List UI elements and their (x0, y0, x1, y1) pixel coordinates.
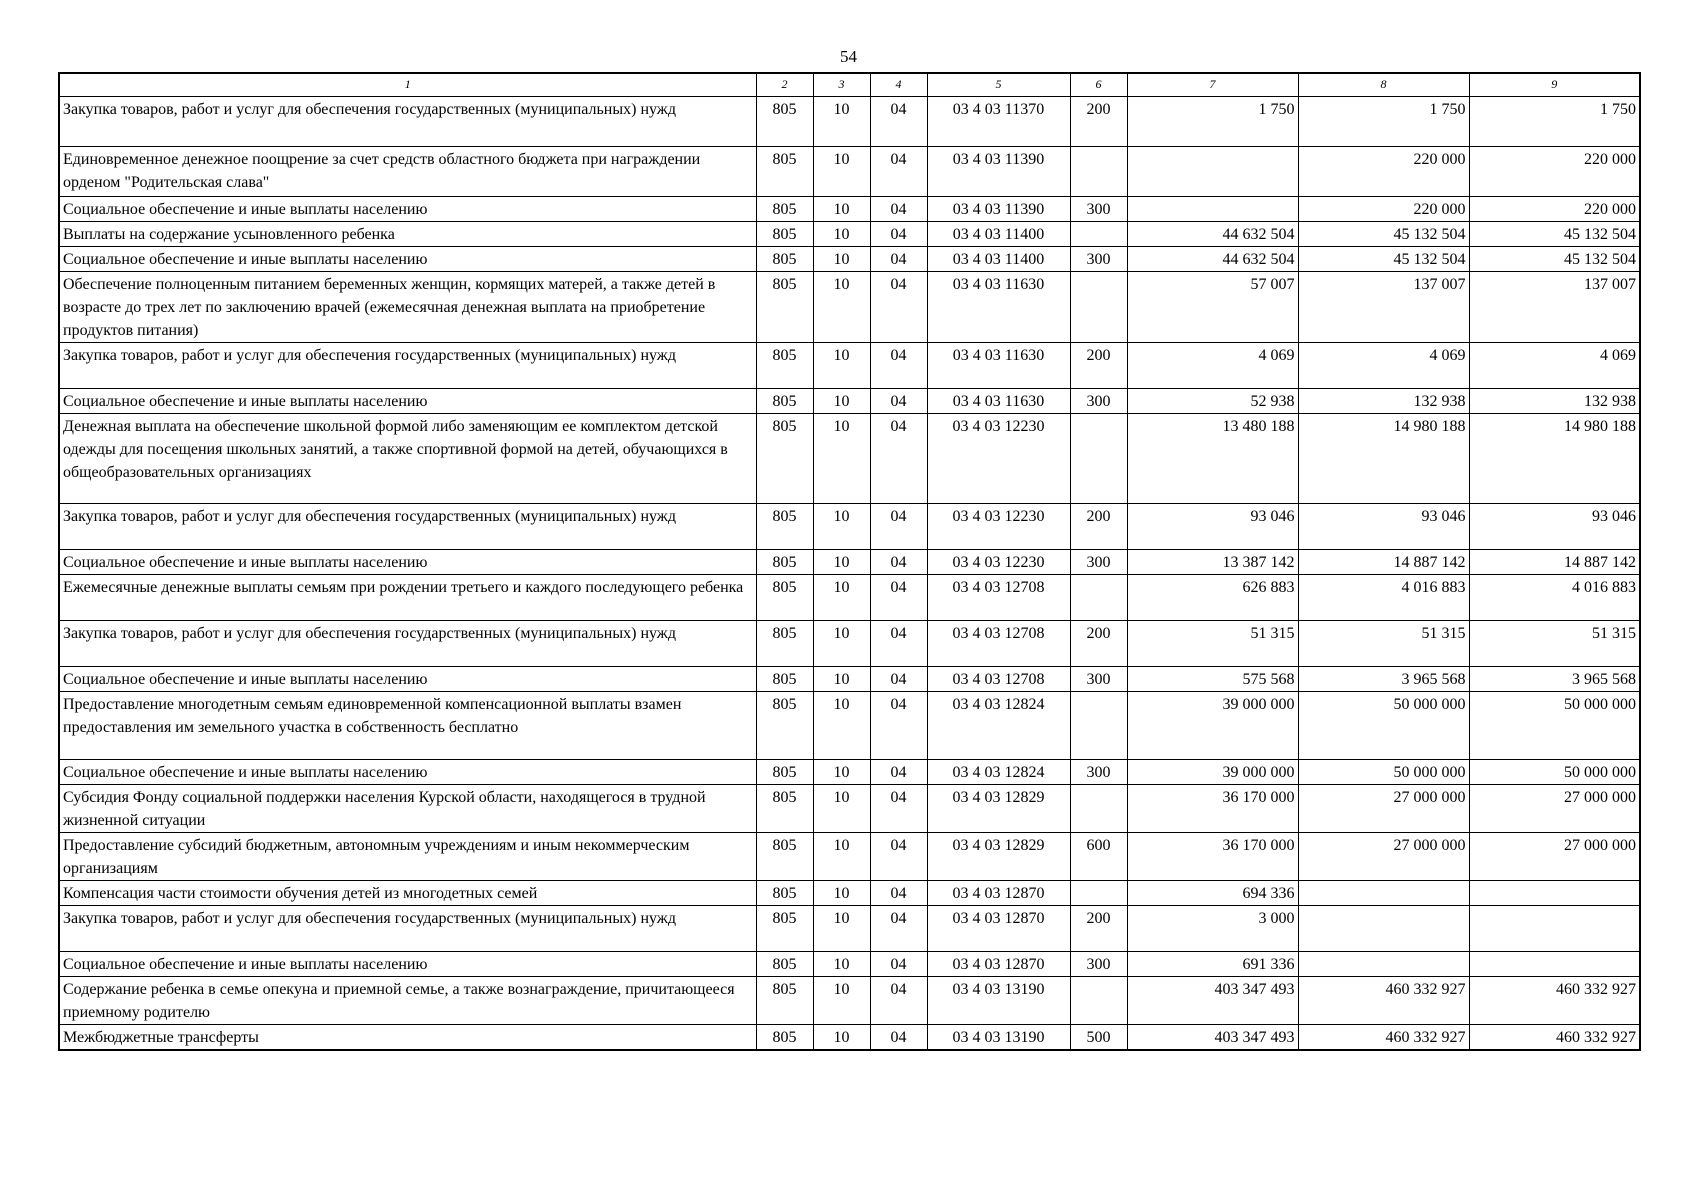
subsection-code: 04 (870, 504, 927, 550)
amount-col-8: 460 332 927 (1298, 1025, 1469, 1051)
amount-col-8 (1298, 906, 1469, 952)
chapter-code: 805 (756, 414, 813, 504)
chapter-code: 805 (756, 667, 813, 692)
expense-type-code (1070, 147, 1127, 197)
target-article-code: 03 4 03 11400 (927, 247, 1070, 272)
chapter-code: 805 (756, 97, 813, 147)
chapter-code: 805 (756, 197, 813, 222)
expense-type-code (1070, 414, 1127, 504)
subsection-code: 04 (870, 760, 927, 785)
target-article-code: 03 4 03 13190 (927, 977, 1070, 1025)
table-row (59, 621, 1640, 667)
expense-type-code: 300 (1070, 247, 1127, 272)
amount-col-8: 45 132 504 (1298, 222, 1469, 247)
item-name: Социальное обеспечение и иные выплаты населению (59, 760, 756, 785)
subsection-code: 04 (870, 414, 927, 504)
table-row (59, 692, 1640, 760)
amount-col-8: 132 938 (1298, 389, 1469, 414)
amount-col-7: 4 069 (1127, 343, 1298, 389)
target-article-code: 03 4 03 12824 (927, 692, 1070, 760)
amount-col-7: 3 000 (1127, 906, 1298, 952)
column-header: 5 (927, 73, 1070, 97)
expense-type-code (1070, 575, 1127, 621)
amount-col-8: 14 887 142 (1298, 550, 1469, 575)
table-row (59, 247, 1640, 272)
item-name: Закупка товаров, работ и услуг для обеспечения государственных (муниципальных) нужд (59, 621, 756, 667)
amount-col-9: 132 938 (1469, 389, 1640, 414)
amount-col-7: 51 315 (1127, 621, 1298, 667)
expense-type-code: 200 (1070, 343, 1127, 389)
table-row (59, 881, 1640, 906)
table-row (59, 389, 1640, 414)
item-name: Закупка товаров, работ и услуг для обеспечения государственных (муниципальных) нужд (59, 343, 756, 389)
item-name: Единовременное денежное поощрение за счет средств областного бюджета при награждении орденом "Родительская слава" (59, 147, 756, 197)
column-header: 1 (59, 73, 756, 97)
expense-type-code: 200 (1070, 97, 1127, 147)
chapter-code: 805 (756, 977, 813, 1025)
table-row (59, 197, 1640, 222)
chapter-code: 805 (756, 272, 813, 343)
amount-col-9: 27 000 000 (1469, 785, 1640, 833)
subsection-code: 04 (870, 692, 927, 760)
table-row (59, 414, 1640, 504)
section-code: 10 (813, 247, 870, 272)
subsection-code: 04 (870, 197, 927, 222)
amount-col-9: 3 965 568 (1469, 667, 1640, 692)
section-code: 10 (813, 504, 870, 550)
chapter-code: 805 (756, 785, 813, 833)
chapter-code: 805 (756, 550, 813, 575)
item-name: Денежная выплата на обеспечение школьной формой либо заменяющим ее комплектом детской одежды для посещения школьных занятий, а также спортивной формой на детей, обучающихся в общеобразовательных организациях (59, 414, 756, 504)
amount-col-7: 57 007 (1127, 272, 1298, 343)
amount-col-7: 1 750 (1127, 97, 1298, 147)
amount-col-8: 460 332 927 (1298, 977, 1469, 1025)
table-row (59, 504, 1640, 550)
amount-col-7: 36 170 000 (1127, 833, 1298, 881)
amount-col-8: 4 016 883 (1298, 575, 1469, 621)
amount-col-8: 93 046 (1298, 504, 1469, 550)
section-code: 10 (813, 977, 870, 1025)
table-row (59, 1025, 1640, 1051)
amount-col-8: 3 965 568 (1298, 667, 1469, 692)
expense-type-code (1070, 692, 1127, 760)
amount-col-7: 403 347 493 (1127, 977, 1298, 1025)
amount-col-9: 50 000 000 (1469, 760, 1640, 785)
section-code: 10 (813, 1025, 870, 1051)
item-name: Закупка товаров, работ и услуг для обеспечения государственных (муниципальных) нужд (59, 504, 756, 550)
table-row (59, 785, 1640, 833)
table-row (59, 147, 1640, 197)
chapter-code: 805 (756, 692, 813, 760)
amount-col-9: 4 069 (1469, 343, 1640, 389)
target-article-code: 03 4 03 11390 (927, 197, 1070, 222)
amount-col-9: 4 016 883 (1469, 575, 1640, 621)
section-code: 10 (813, 667, 870, 692)
chapter-code: 805 (756, 147, 813, 197)
amount-col-7: 13 387 142 (1127, 550, 1298, 575)
amount-col-9: 460 332 927 (1469, 977, 1640, 1025)
target-article-code: 03 4 03 12708 (927, 621, 1070, 667)
amount-col-7: 39 000 000 (1127, 692, 1298, 760)
amount-col-9: 220 000 (1469, 197, 1640, 222)
amount-col-9: 51 315 (1469, 621, 1640, 667)
page-number: 54 (840, 47, 857, 66)
table-row (59, 977, 1640, 1025)
item-name: Закупка товаров, работ и услуг для обеспечения государственных (муниципальных) нужд (59, 906, 756, 952)
amount-col-9: 14 887 142 (1469, 550, 1640, 575)
subsection-code: 04 (870, 97, 927, 147)
item-name: Содержание ребенка в семье опекуна и приемной семье, а также вознаграждение, причитающееся приемному родителю (59, 977, 756, 1025)
target-article-code: 03 4 03 12708 (927, 667, 1070, 692)
chapter-code: 805 (756, 621, 813, 667)
amount-col-8: 51 315 (1298, 621, 1469, 667)
target-article-code: 03 4 03 12870 (927, 906, 1070, 952)
table-row (59, 575, 1640, 621)
amount-col-9: 220 000 (1469, 147, 1640, 197)
amount-col-9 (1469, 906, 1640, 952)
expense-type-code: 200 (1070, 504, 1127, 550)
section-code: 10 (813, 833, 870, 881)
section-code: 10 (813, 389, 870, 414)
amount-col-7: 13 480 188 (1127, 414, 1298, 504)
subsection-code: 04 (870, 977, 927, 1025)
table-row (59, 343, 1640, 389)
chapter-code: 805 (756, 504, 813, 550)
expense-type-code (1070, 977, 1127, 1025)
target-article-code: 03 4 03 11370 (927, 97, 1070, 147)
amount-col-8: 50 000 000 (1298, 692, 1469, 760)
table-body (59, 97, 1640, 1051)
target-article-code: 03 4 03 11390 (927, 147, 1070, 197)
amount-col-7 (1127, 147, 1298, 197)
target-article-code: 03 4 03 11400 (927, 222, 1070, 247)
column-header: 8 (1298, 73, 1469, 97)
subsection-code: 04 (870, 906, 927, 952)
amount-col-9: 45 132 504 (1469, 222, 1640, 247)
amount-col-8: 220 000 (1298, 197, 1469, 222)
item-name: Социальное обеспечение и иные выплаты населению (59, 550, 756, 575)
chapter-code: 805 (756, 833, 813, 881)
chapter-code: 805 (756, 222, 813, 247)
subsection-code: 04 (870, 272, 927, 343)
column-header: 7 (1127, 73, 1298, 97)
subsection-code: 04 (870, 550, 927, 575)
expense-type-code: 300 (1070, 952, 1127, 977)
item-name: Межбюджетные трансферты (59, 1025, 756, 1051)
item-name: Предоставление субсидий бюджетным, автономным учреждениям и иным некоммерческим организациям (59, 833, 756, 881)
item-name: Социальное обеспечение и иные выплаты населению (59, 197, 756, 222)
item-name: Ежемесячные денежные выплаты семьям при рождении третьего и каждого последующего ребенка (59, 575, 756, 621)
chapter-code: 805 (756, 952, 813, 977)
expense-type-code: 300 (1070, 760, 1127, 785)
table-row (59, 550, 1640, 575)
subsection-code: 04 (870, 343, 927, 389)
target-article-code: 03 4 03 12829 (927, 833, 1070, 881)
amount-col-8 (1298, 952, 1469, 977)
budget-table (58, 72, 1641, 1051)
item-name: Социальное обеспечение и иные выплаты населению (59, 952, 756, 977)
expense-type-code (1070, 785, 1127, 833)
amount-col-7: 44 632 504 (1127, 222, 1298, 247)
item-name: Предоставление многодетным семьям единовременной компенсационной выплаты взамен предоставления им земельного участка в собственность бесплатно (59, 692, 756, 760)
expense-type-code: 300 (1070, 550, 1127, 575)
table-row (59, 833, 1640, 881)
section-code: 10 (813, 881, 870, 906)
subsection-code: 04 (870, 667, 927, 692)
amount-col-8: 27 000 000 (1298, 833, 1469, 881)
amount-col-9: 14 980 188 (1469, 414, 1640, 504)
expense-type-code: 500 (1070, 1025, 1127, 1051)
chapter-code: 805 (756, 760, 813, 785)
amount-col-7: 626 883 (1127, 575, 1298, 621)
amount-col-8: 220 000 (1298, 147, 1469, 197)
expense-type-code: 200 (1070, 906, 1127, 952)
amount-col-7: 694 336 (1127, 881, 1298, 906)
chapter-code: 805 (756, 575, 813, 621)
table-row (59, 667, 1640, 692)
section-code: 10 (813, 97, 870, 147)
target-article-code: 03 4 03 13190 (927, 1025, 1070, 1051)
item-name: Выплаты на содержание усыновленного ребенка (59, 222, 756, 247)
amount-col-8: 137 007 (1298, 272, 1469, 343)
column-header: 3 (813, 73, 870, 97)
amount-col-9 (1469, 952, 1640, 977)
amount-col-8: 14 980 188 (1298, 414, 1469, 504)
section-code: 10 (813, 550, 870, 575)
subsection-code: 04 (870, 147, 927, 197)
expense-type-code (1070, 272, 1127, 343)
target-article-code: 03 4 03 12870 (927, 952, 1070, 977)
chapter-code: 805 (756, 247, 813, 272)
section-code: 10 (813, 575, 870, 621)
section-code: 10 (813, 906, 870, 952)
section-code: 10 (813, 272, 870, 343)
expense-type-code (1070, 881, 1127, 906)
target-article-code: 03 4 03 12230 (927, 504, 1070, 550)
item-name: Социальное обеспечение и иные выплаты населению (59, 389, 756, 414)
target-article-code: 03 4 03 12829 (927, 785, 1070, 833)
amount-col-8: 4 069 (1298, 343, 1469, 389)
amount-col-8 (1298, 881, 1469, 906)
item-name: Закупка товаров, работ и услуг для обеспечения государственных (муниципальных) нужд (59, 97, 756, 147)
column-header: 2 (756, 73, 813, 97)
target-article-code: 03 4 03 12230 (927, 550, 1070, 575)
target-article-code: 03 4 03 12708 (927, 575, 1070, 621)
subsection-code: 04 (870, 1025, 927, 1051)
item-name: Субсидия Фонду социальной поддержки населения Курской области, находящегося в трудной жизненной ситуации (59, 785, 756, 833)
amount-col-7: 52 938 (1127, 389, 1298, 414)
table-row (59, 222, 1640, 247)
table-row (59, 97, 1640, 147)
amount-col-9: 50 000 000 (1469, 692, 1640, 760)
amount-col-9: 1 750 (1469, 97, 1640, 147)
chapter-code: 805 (756, 881, 813, 906)
header-row (59, 73, 1640, 97)
section-code: 10 (813, 952, 870, 977)
amount-col-7 (1127, 197, 1298, 222)
target-article-code: 03 4 03 11630 (927, 343, 1070, 389)
section-code: 10 (813, 197, 870, 222)
chapter-code: 805 (756, 389, 813, 414)
amount-col-9 (1469, 881, 1640, 906)
subsection-code: 04 (870, 881, 927, 906)
subsection-code: 04 (870, 247, 927, 272)
section-code: 10 (813, 760, 870, 785)
subsection-code: 04 (870, 389, 927, 414)
column-header: 9 (1469, 73, 1640, 97)
table-row (59, 906, 1640, 952)
item-name: Социальное обеспечение и иные выплаты населению (59, 247, 756, 272)
subsection-code: 04 (870, 833, 927, 881)
amount-col-7: 691 336 (1127, 952, 1298, 977)
section-code: 10 (813, 147, 870, 197)
amount-col-7: 575 568 (1127, 667, 1298, 692)
expense-type-code: 300 (1070, 667, 1127, 692)
target-article-code: 03 4 03 12870 (927, 881, 1070, 906)
amount-col-9: 27 000 000 (1469, 833, 1640, 881)
amount-col-9: 137 007 (1469, 272, 1640, 343)
table-row (59, 272, 1640, 343)
amount-col-7: 93 046 (1127, 504, 1298, 550)
amount-col-8: 45 132 504 (1298, 247, 1469, 272)
subsection-code: 04 (870, 785, 927, 833)
chapter-code: 805 (756, 906, 813, 952)
chapter-code: 805 (756, 343, 813, 389)
amount-col-9: 93 046 (1469, 504, 1640, 550)
expense-type-code: 300 (1070, 197, 1127, 222)
column-header: 4 (870, 73, 927, 97)
section-code: 10 (813, 621, 870, 667)
item-name: Обеспечение полноценным питанием беременных женщин, кормящих матерей, а также детей в возрасте до трех лет по заключению врачей (ежемесячная денежная выплата на приобретение продуктов питания) (59, 272, 756, 343)
section-code: 10 (813, 785, 870, 833)
amount-col-9: 460 332 927 (1469, 1025, 1640, 1051)
chapter-code: 805 (756, 1025, 813, 1051)
target-article-code: 03 4 03 12824 (927, 760, 1070, 785)
expense-type-code (1070, 222, 1127, 247)
subsection-code: 04 (870, 222, 927, 247)
item-name: Компенсация части стоимости обучения детей из многодетных семей (59, 881, 756, 906)
column-header: 6 (1070, 73, 1127, 97)
item-name: Социальное обеспечение и иные выплаты населению (59, 667, 756, 692)
amount-col-8: 27 000 000 (1298, 785, 1469, 833)
expense-type-code: 200 (1070, 621, 1127, 667)
amount-col-7: 44 632 504 (1127, 247, 1298, 272)
subsection-code: 04 (870, 621, 927, 667)
expense-type-code: 600 (1070, 833, 1127, 881)
subsection-code: 04 (870, 952, 927, 977)
section-code: 10 (813, 343, 870, 389)
target-article-code: 03 4 03 12230 (927, 414, 1070, 504)
amount-col-7: 36 170 000 (1127, 785, 1298, 833)
amount-col-9: 45 132 504 (1469, 247, 1640, 272)
expense-type-code: 300 (1070, 389, 1127, 414)
target-article-code: 03 4 03 11630 (927, 389, 1070, 414)
section-code: 10 (813, 692, 870, 760)
amount-col-8: 1 750 (1298, 97, 1469, 147)
section-code: 10 (813, 222, 870, 247)
target-article-code: 03 4 03 11630 (927, 272, 1070, 343)
amount-col-8: 50 000 000 (1298, 760, 1469, 785)
table-row (59, 952, 1640, 977)
subsection-code: 04 (870, 575, 927, 621)
amount-col-7: 403 347 493 (1127, 1025, 1298, 1051)
amount-col-7: 39 000 000 (1127, 760, 1298, 785)
table-row (59, 760, 1640, 785)
section-code: 10 (813, 414, 870, 504)
